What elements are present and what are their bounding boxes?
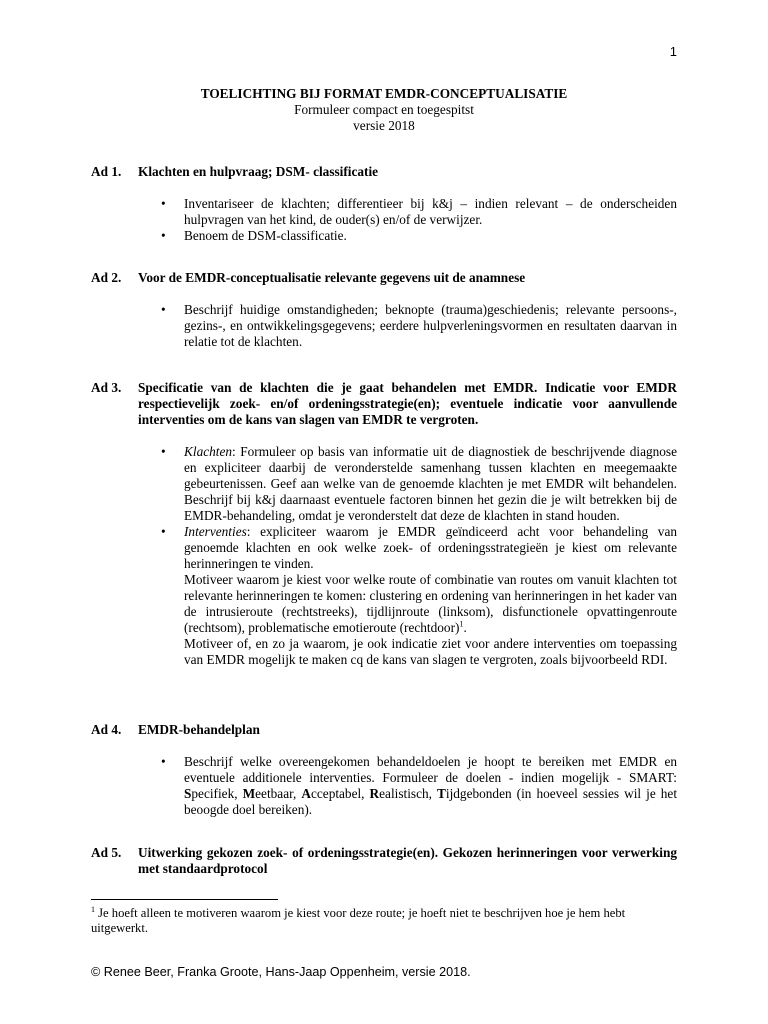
section-heading: Voor de EMDR-conceptualisatie relevante gegevens uit de anamnese <box>138 270 526 285</box>
section-number: Ad 4. <box>91 722 122 737</box>
list-item: • Benoem de DSM-classificatie. <box>91 228 677 244</box>
section-number: Ad 1. <box>91 164 122 179</box>
bullet-list <box>91 196 677 244</box>
footnote-mark: 1 <box>91 904 95 914</box>
list-item: • Beschrijf huidige omstandigheden; beknopte (trauma)geschiedenis; relevante persoons-, gezins-, en ontwikkelingsgegevens; eerdere hulpverleningsvormen en resultaten daarvan in relatie tot de klachten. <box>91 302 677 350</box>
document-title: TOELICHTING BIJ FORMAT EMDR-CONCEPTUALISATIE <box>200 86 568 101</box>
bullet-list <box>91 302 677 350</box>
footnote-text: Je hoeft alleen te motiveren waarom je kiest voor deze route; je hoeft niet te beschrijven hoe je hem hebt uitgewerkt. <box>91 906 626 935</box>
page-number: 1 <box>669 44 677 59</box>
section-heading: Uitwerking gekozen zoek- of ordeningsstrategie(en). Gekozen herinneringen voor verwerking met standaardprotocol <box>138 845 677 876</box>
section-ad4 <box>91 722 677 818</box>
document-header <box>0 86 768 134</box>
section-ad5 <box>91 845 677 877</box>
section-number: Ad 2. <box>91 270 122 285</box>
section-number: Ad 5. <box>91 845 122 860</box>
section-heading: Specificatie van de klachten die je gaat behandelen met EMDR. Indicatie voor EMDR respectievelijk zoek- en/of ordeningsstrategie(en); eventuele indicatie voor aanvullende interventies om de kans van slagen van EMDR te vergroten. <box>138 380 677 427</box>
list-item: • Beschrijf welke overeengekomen behandeldoelen je hoopt te bereiken met EMDR en eventuele additionele interventies. Formuleer de doelen - indien mogelijk - SMART: Specifiek, Meetbaar, Acceptabel, Realistisch, Tijdgebonden (in hoeveel sessies wil je het beoogde doel bereiken). <box>91 754 677 818</box>
section-heading: Klachten en hulpvraag; DSM- classificatie <box>138 164 379 179</box>
footnote-divider <box>91 899 278 900</box>
list-item: • Inventariseer de klachten; differentieer bij k&j – indien relevant – de onderscheiden hulpvragen van het kind, de ouder(s) en/of de verwijzer. <box>91 196 677 228</box>
footnote <box>91 906 677 936</box>
list-item: • Interventies: expliciteer waarom je EMDR geïndiceerd acht voor behandeling van genoemde klachten en ook welke zoek- of ordeningsstrategieën je kiest om relevante herinneringen te vinden. Motiveer waarom je kiest voor welke route of combinatie van routes om vanuit klachten tot relevante herinneringen te komen: clustering en ordening van herinneringen in het kader van de intrusieroute (rechtstreeks), tijdlijnroute (linksom), disfunctionele opvattingenroute (rechtsom), problematische emotieroute (rechtdoor)$^1$. Motiveer of, en zo ja waarom, je ook indicatie ziet voor andere interventies om toepassing van EMDR mogelijk te maken cq de kans van slagen te vergroten, zoals bijvoorbeeld RDI. <box>91 524 677 668</box>
item-label: Interventies <box>184 524 247 539</box>
section-ad3 <box>91 380 677 668</box>
item-label: Klachten <box>184 444 233 459</box>
section-number: Ad 3. <box>91 380 122 395</box>
section-ad1 <box>91 164 677 244</box>
document-version: versie 2018 <box>353 118 415 133</box>
section-ad2 <box>91 270 677 350</box>
list-item: • Klachten: Formuleer op basis van informatie uit de diagnostiek de beschrijvende diagnose en expliciteer daarbij de veronderstelde samenhang tussen klachten en meegemaakte gebeurtenissen. Geef aan welke van de genoemde klachten je met EMDR wilt behandelen. Beschrijf bij k&j daarnaast eventuele factoren binnen het gezin die je wilt betrekken bij de EMDR-behandeling, omdat je veronderstelt dat deze de klachten in stand houden. <box>91 444 677 524</box>
copyright-notice: © Renee Beer, Franka Groote, Hans-Jaap Oppenheim, versie 2018. <box>91 965 471 979</box>
bullet-list <box>91 444 677 668</box>
footnote-reference[interactable]: 1 <box>459 619 464 629</box>
bullet-list <box>91 754 677 818</box>
document-subtitle: Formuleer compact en toegespitst <box>294 102 474 117</box>
section-heading: EMDR-behandelplan <box>138 722 260 737</box>
